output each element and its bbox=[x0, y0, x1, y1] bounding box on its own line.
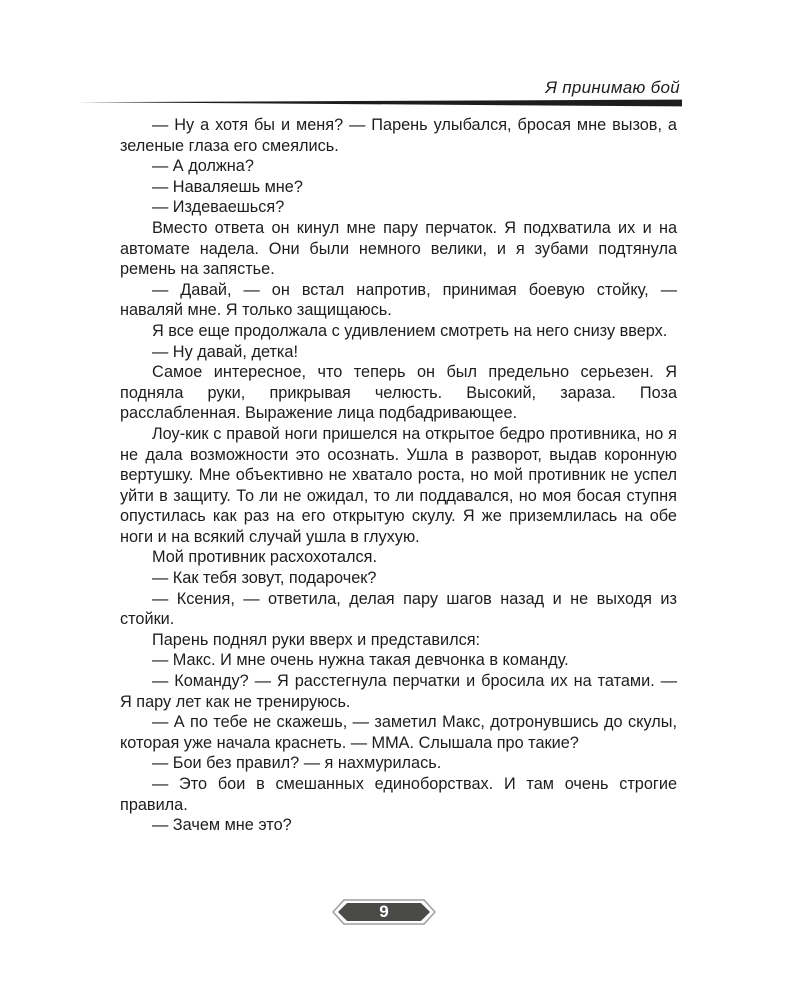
paragraph: — Как тебя зовут, подарочек? bbox=[152, 569, 377, 588]
paragraph: — Команду? — Я расстегнула перчатки и бросила их на татами. — Я пару лет как не тренируюсь. bbox=[120, 672, 677, 711]
paragraph: — Давай, — он встал напротив, принимая боевую стойку, — наваляй мне. Я только защищаюсь. bbox=[120, 280, 677, 320]
page-number: 9 bbox=[379, 902, 389, 921]
paragraph: — А по тебе не скажешь, — заметил Макс, дотронувшись до скулы, которая уже начала краснеть. — ММА. Слышала про такие? bbox=[120, 713, 677, 752]
page-number-badge bbox=[330, 897, 438, 927]
paragraph: — Ксения, — ответила, делая пару шагов назад и не выходя из стойки. bbox=[120, 589, 677, 629]
paragraph: — Издеваешься? bbox=[152, 198, 285, 217]
paragraph: Самое интересное, что теперь он был предельно серьезен. Я подняла руки, прикрывая челюсть. Высокий, зараза. Поза расслабленная. Выражение лица подбадривающее. bbox=[120, 363, 677, 423]
paragraph: — Наваляешь мне? bbox=[152, 177, 303, 196]
paragraph: Лоу-кик с правой ноги пришелся на открытое бедро противника, но я не дала возможности это осознать. Ушла в разворот, выдав коронную вертушку. Мне объективно не хватало роста, но мой противник не успел уйти в защиту. То ли не ожидал, то ли поддавался, но моя босая ступня опустилась как раз на его открытую скулу. Я же приземлилась на обе ноги и на всякий случай ушла в глухую. bbox=[120, 424, 677, 546]
paragraph: Вместо ответа он кинул мне пару перчаток. Я подхватила их и на автомате надела. Они были немного велики, и я зубами подтянула ремень на запястье. bbox=[120, 218, 677, 279]
paragraph: Парень поднял руки вверх и представился: bbox=[152, 630, 481, 649]
paragraph: — Ну давай, детка! bbox=[152, 342, 298, 361]
paragraph: — Макс. И мне очень нужна такая девчонка в команду. bbox=[152, 651, 569, 670]
header-rule bbox=[78, 99, 682, 107]
paragraph: — А должна? bbox=[152, 157, 254, 176]
paragraph: Мой противник расхохотался. bbox=[152, 548, 377, 567]
paragraph: — Это бои в смешанных единоборствах. И там очень строгие правила. bbox=[120, 775, 677, 814]
paragraph: Я все еще продолжала с удивлением смотреть на него снизу вверх. bbox=[152, 321, 668, 340]
paragraph: — Бои без правил? — я нахмурилась. bbox=[152, 754, 442, 773]
header-rule-line bbox=[78, 100, 682, 107]
paragraph: — Ну а хотя бы и меня? — Парень улыбался, бросая мне вызов, а зеленые глаза его смеялись. bbox=[120, 116, 677, 155]
page-body bbox=[120, 115, 677, 836]
paragraph: — Зачем мне это? bbox=[152, 816, 292, 835]
running-head-title: Я принимаю бой bbox=[545, 78, 680, 97]
